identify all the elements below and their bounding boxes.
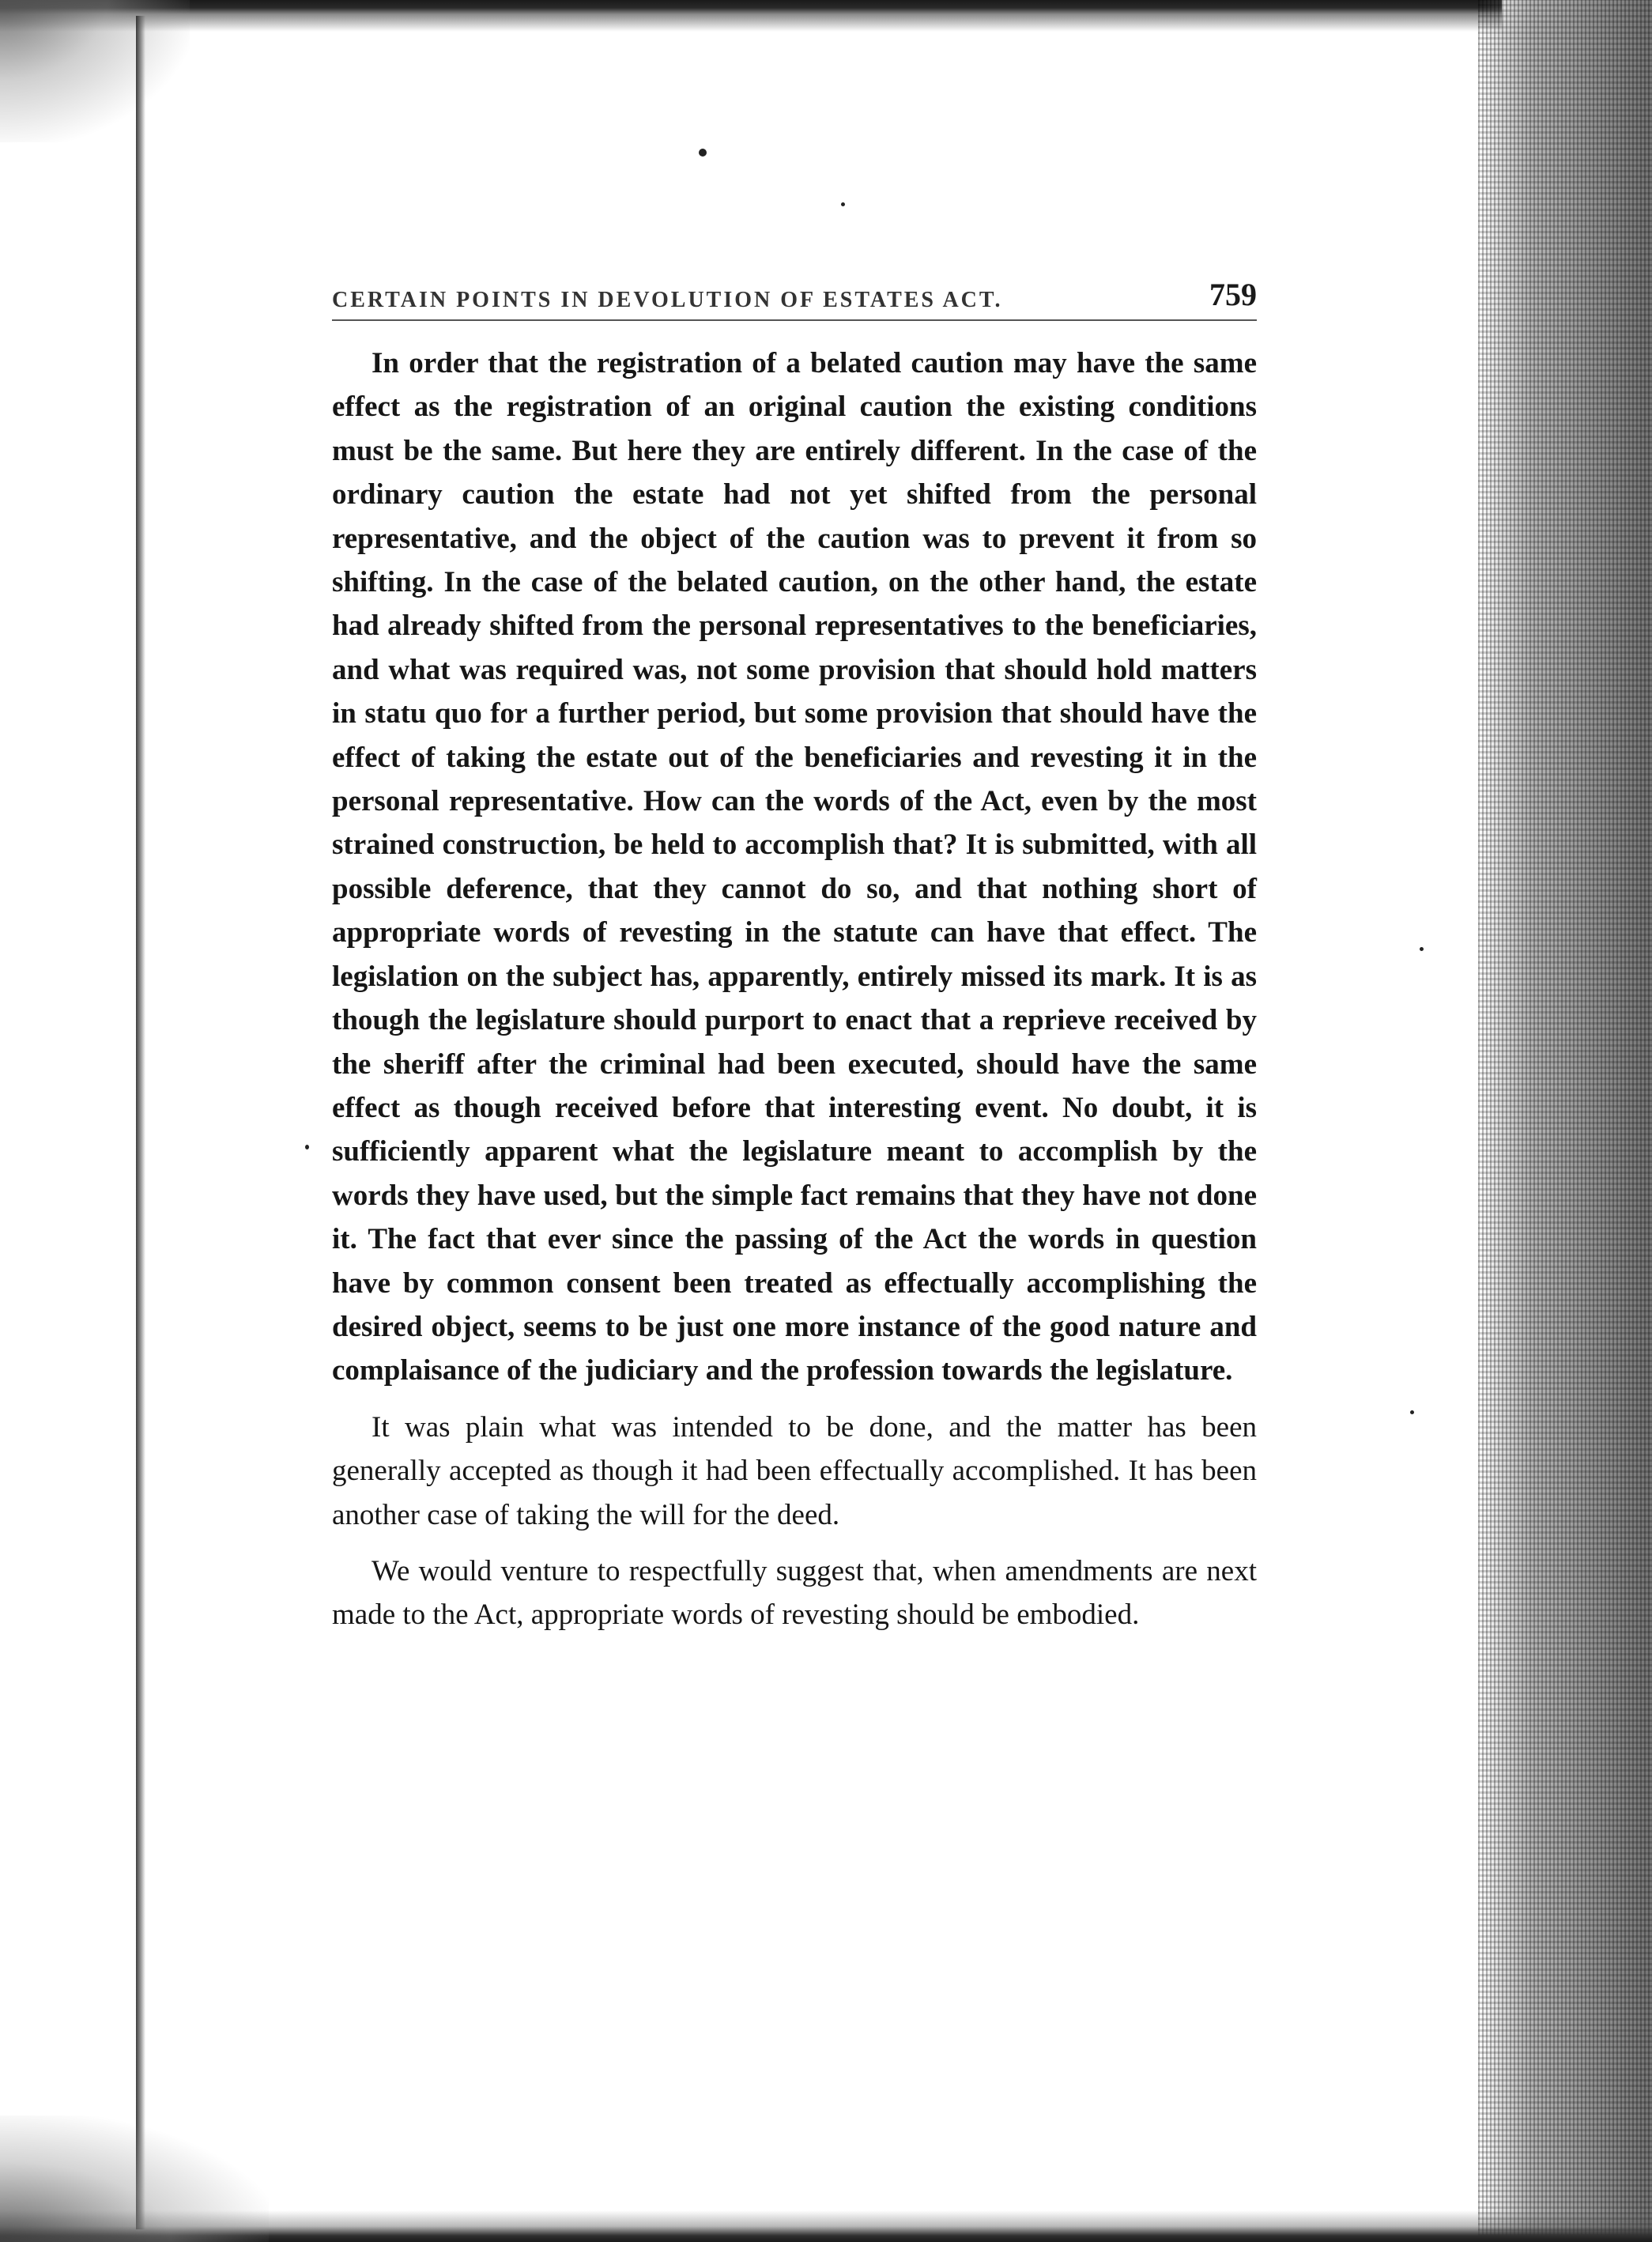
running-head-title: CERTAIN POINTS IN DEVOLUTION OF ESTATES ACT. [332, 288, 1003, 312]
scan-speck [699, 149, 707, 157]
header-rule [332, 319, 1257, 321]
scan-page-edges-right [1478, 0, 1652, 2242]
scan-shadow-bottom-left [0, 2116, 269, 2242]
scan-shadow-top-left [0, 0, 190, 142]
scan-speck [841, 202, 845, 206]
page-number: 759 [1209, 277, 1257, 312]
running-head [332, 261, 1257, 313]
paragraph-3: We would venture to respectfully suggest that, when amendments are next made to the Act, appropriate words of revesting should be embodied. [332, 1554, 1257, 1632]
scan-speck [305, 1145, 309, 1149]
scan-speck [1410, 1410, 1414, 1414]
scan-binding-line [136, 16, 145, 2229]
paragraph-2: It was plain what was intended to be done, and the matter has been generally accepted as though it had been effectually accomplished. It has been another case of taking the will for the deed. [332, 1410, 1257, 1531]
body-text [332, 342, 1257, 1637]
scan-speck [1420, 947, 1424, 951]
paragraph-1: In order that the registration of a belated caution may have the same effect as the registration of an original caution the existing conditions must be the same. But here they are entirely different. In the case of the ordinary caution the estate had not yet shifted from the personal representative, and the object of the caution was to prevent it from so shifting. In the case of the belated caution, on the other hand, the estate had already shifted from the personal representatives to the beneficiaries, and what was required was, not some provision that should hold matters in statu quo for a further period, but some provision that should have the effect of taking the estate out of the beneficiaries and revesting it in the personal representative. How can the words of the Act, even by the most strained construction, be held to accomplish that? It is submitted, with all possible deference, that they cannot do so, and that nothing short of appropriate words of revesting in the statute can have that effect. The legislation on the subject has, apparently, entirely missed its mark. It is as though the legislature should purport to enact that a reprieve received by the sheriff after the criminal had been executed, should have the same effect as though received before that interesting event. No doubt, it is sufficiently apparent what the legislature meant to accomplish by the words they have used, but the simple fact remains that they have not done it. The fact that ever since the passing of the Act the words in question have by common consent been treated as effectually accomplishing the desired object, seems to be just one more instance of the good nature and complaisance of the judiciary and the profession towards the legislature. [332, 347, 1257, 1387]
scan-shadow-top [0, 0, 1502, 32]
